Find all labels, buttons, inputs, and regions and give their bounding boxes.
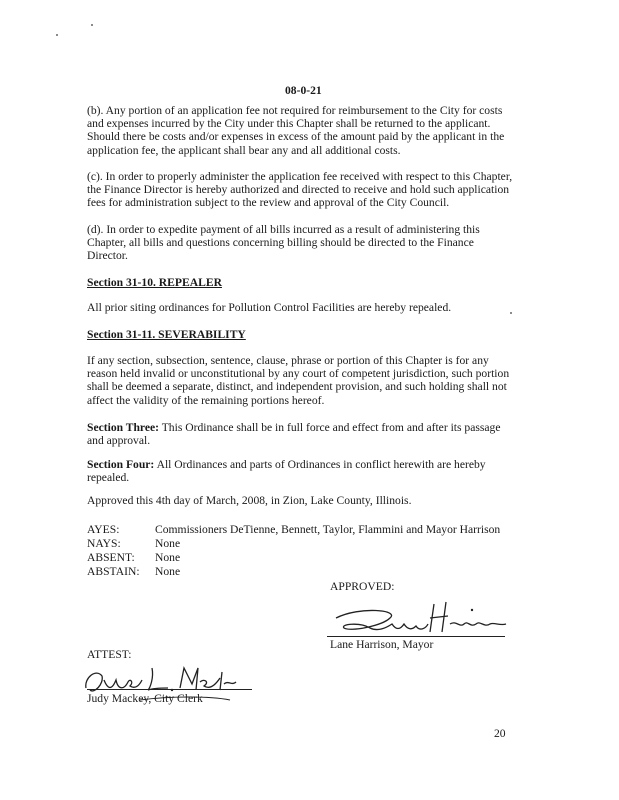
scan-speck [56, 34, 58, 36]
attest-label: ATTEST: [87, 648, 132, 661]
nays-value: None [155, 537, 181, 550]
absent-value: None [155, 551, 181, 564]
paragraph-c: (c). In order to properly administer the application fee received with respect to this Chapter, the Finance Director is hereby authorized and directed to receive and hold such application fees for administration subject to the review and approval of the City Council. [87, 170, 513, 210]
clerk-name: Judy Mackey, City Clerk [87, 692, 203, 705]
ordinance-number: 08-0-21 [285, 84, 322, 97]
section-31-11-text: If any section, subsection, sentence, clause, phrase or portion of this Chapter is for any reason held invalid or unconstitutional by any court of competent jurisdiction, such portion shall be deemed a separate, distinct, and independent provision, and such holding shall not affect the validity of the remaining portions hereof. [87, 354, 510, 407]
page-number: 20 [494, 727, 506, 740]
section-three-label: Section Three: [87, 421, 160, 434]
section-four-text: All Ordinances and parts of Ordinances in conflict herewith are hereby repealed. [87, 458, 486, 485]
section-four [87, 458, 515, 484]
section-31-10-heading: Section 31-10. REPEALER [87, 276, 222, 289]
approved-label: APPROVED: [330, 580, 395, 593]
abstain-value: None [155, 565, 181, 578]
abstain-label: ABSTAIN: [87, 565, 140, 578]
ayes-label: AYES: [87, 523, 120, 536]
vote-row-abstain [87, 565, 527, 579]
vote-row-absent [87, 551, 527, 565]
mayor-name: Lane Harrison, Mayor [330, 638, 434, 651]
vote-row-nays [87, 537, 527, 551]
mayor-signature-line [327, 636, 505, 637]
section-31-10-text: All prior siting ordinances for Pollution Control Facilities are hereby repealed. [87, 301, 452, 314]
paragraph-d: (d). In order to expedite payment of all bills incurred as a result of administering this Chapter, all bills and questions concerning billing should be directed to the Finance Director. [87, 223, 480, 263]
ayes-value: Commissioners DeTienne, Bennett, Taylor, Flammini and Mayor Harrison [155, 523, 501, 536]
clerk-signature-line [87, 689, 252, 690]
mayor-signature [330, 598, 510, 640]
paragraph-b: (b). Any portion of an application fee not required for reimbursement to the City for costs and expenses incurred by the City under this Chapter shall be returned to the applicant. Should there be costs and/or expenses in excess of the amount paid by the applicant in the application fee, the applicant shall bear any and all additional costs. [87, 104, 505, 157]
section-three [87, 421, 515, 447]
section-31-11-heading: Section 31-11. SEVERABILITY [87, 328, 246, 341]
nays-label: NAYS: [87, 537, 121, 550]
absent-label: ABSENT: [87, 551, 135, 564]
section-three-text: This Ordinance shall be in full force and effect from and after its passage and approval. [87, 421, 501, 448]
scan-speck [91, 24, 93, 26]
approved-line: Approved this 4th day of March, 2008, in Zion, Lake County, Illinois. [87, 494, 412, 507]
vote-row-ayes [87, 523, 527, 537]
section-four-label: Section Four: [87, 458, 155, 471]
